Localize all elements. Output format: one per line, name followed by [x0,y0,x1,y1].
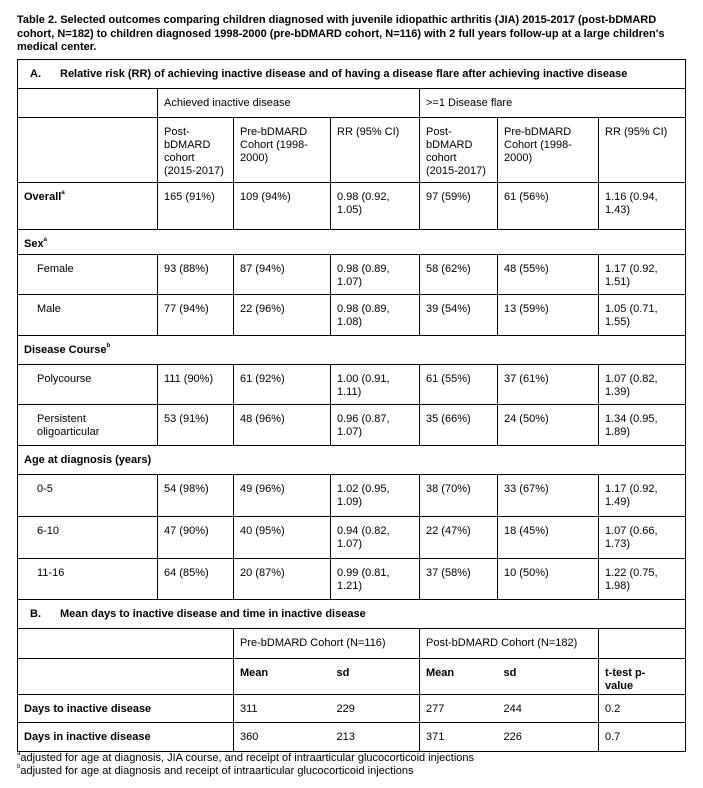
cohort-header-post: Post-bDMARD Cohort (N=182) [420,629,599,659]
cell: 0.96 (0.87, 1.07) [331,405,420,446]
cell: 226 [498,723,599,752]
cell: 0.98 (0.89, 1.07) [331,255,420,295]
cell: 61 (92%) [234,365,331,405]
cell: 24 (50%) [498,405,599,446]
cell: 0.2 [599,695,686,723]
table-row [18,517,686,559]
table-row [18,695,686,723]
cell: 0.99 (0.81, 1.21) [331,559,420,600]
sub-header: t-test p-value [599,659,686,695]
cell: 277 [420,695,498,723]
empty-cell [18,659,234,695]
cohort-header-row [18,629,686,659]
sub-header: sd [331,659,420,695]
table-row [18,295,686,336]
column-header-row [18,118,686,183]
cell: 1.05 (0.71, 1.55) [599,295,686,336]
cell: 360 [234,723,331,752]
sub-header: Mean [420,659,498,695]
cell: 49 (96%) [234,475,331,517]
cell: 0.94 (0.82, 1.07) [331,517,420,559]
section-letter: A. [30,68,41,80]
cell: 47 (90%) [158,517,234,559]
table-row [18,255,686,295]
cell: 97 (59%) [420,183,498,230]
footnote-marker: a [43,237,47,244]
cell: 111 (90%) [158,365,234,405]
group-label: Disease Course$^b$ [18,336,686,365]
cell: 0.98 (0.89, 1.08) [331,295,420,336]
cell: 0.7 [599,723,686,752]
col-header: RR (95% CI) [331,118,420,183]
section-b-title-row [18,600,686,629]
footnote-marker: a [61,190,65,197]
row-label: 11-16 [18,559,158,600]
group-header-inactive: Achieved inactive disease [158,89,420,118]
cell: 61 (55%) [420,365,498,405]
table-row [18,475,686,517]
cell: 311 [234,695,331,723]
empty-cell [599,629,686,659]
cell: 40 (95%) [234,517,331,559]
cell: 213 [331,723,420,752]
cell: 1.17 (0.92, 1.49) [599,475,686,517]
table-row [18,365,686,405]
empty-cell [18,118,158,183]
cell: 244 [498,695,599,723]
cell: 37 (61%) [498,365,599,405]
relative-risk-table [17,59,686,600]
cell: 87 (94%) [234,255,331,295]
cell: 61 (56%) [498,183,599,230]
section-letter: B. [30,608,41,620]
row-label: 0-5 [18,475,158,517]
footnote-a: $^a$adjusted for age at diagnosis, JIA course, and receipt of intraarticular glucocorticoid injections [17,751,475,764]
row-label: Persistent oligoarticular [18,405,158,446]
group-row-disease-course [18,336,686,365]
cell: 53 (91%) [158,405,234,446]
cell: 109 (94%) [234,183,331,230]
table-row [18,405,686,446]
empty-cell [18,89,158,118]
group-label: Age at diagnosis (years) [18,446,686,475]
cell: 64 (85%) [158,559,234,600]
cell: 13 (59%) [498,295,599,336]
cell: 48 (55%) [498,255,599,295]
row-label: Female [18,255,158,295]
group-label: Sex$^a$ [18,230,686,255]
table-caption: Table 2. Selected outcomes comparing children diagnosed with juvenile idiopathic arthritis (JIA) 2015-2017 (post-bDMARD cohort, N=182) to children diagnosed 1998-2000 (pre-bDMARD cohort, N=116) with 2 full years follow-up at a large children's medical center. [17,14,665,53]
cell: 1.17 (0.92, 1.51) [599,255,686,295]
col-header: RR (95% CI) [599,118,686,183]
col-header: Pre-bDMARD Cohort (1998-2000) [498,118,599,183]
col-header: Post-bDMARD cohort (2015-2017) [158,118,234,183]
cohort-header-pre: Pre-bDMARD Cohort (N=116) [234,629,420,659]
cell: 0.98 (0.92, 1.05) [331,183,420,230]
sub-header-row [18,659,686,695]
cell: 229 [331,695,420,723]
row-label: 6-10 [18,517,158,559]
cell: 18 (45%) [498,517,599,559]
cell: 1.02 (0.95, 1.09) [331,475,420,517]
cell: 39 (54%) [420,295,498,336]
cell: 35 (66%) [420,405,498,446]
row-label: Overall$^a$ [18,183,158,230]
group-header-row [18,89,686,118]
group-header-flare: >=1 Disease flare [420,89,686,118]
cell: 93 (88%) [158,255,234,295]
cell: 48 (96%) [234,405,331,446]
cell: 77 (94%) [158,295,234,336]
cell: 22 (96%) [234,295,331,336]
section-title-text: Mean days to inactive disease and time in inactive disease [60,608,366,620]
table-row-overall [18,183,686,230]
cell: 165 (91%) [158,183,234,230]
cell: 37 (58%) [420,559,498,600]
col-header: Pre-bDMARD Cohort (1998-2000) [234,118,331,183]
cell: 1.07 (0.66, 1.73) [599,517,686,559]
cell: 371 [420,723,498,752]
row-label: Polycourse [18,365,158,405]
section-b-title [18,600,686,629]
section-a-title [18,60,686,89]
cell: 20 (87%) [234,559,331,600]
cell: 58 (62%) [420,255,498,295]
cell: 22 (47%) [420,517,498,559]
table-row [18,723,686,752]
cell: 33 (67%) [498,475,599,517]
sub-header: sd [498,659,599,695]
row-label: Male [18,295,158,336]
group-row-sex [18,230,686,255]
cell: 1.34 (0.95, 1.89) [599,405,686,446]
cell: 1.00 (0.91, 1.11) [331,365,420,405]
footnote-marker: b [106,343,111,350]
section-title-text: Relative risk (RR) of achieving inactive disease and of having a disease flare after achieving inactive disease [60,68,628,80]
section-a-title-row [18,60,686,89]
group-row-age [18,446,686,475]
table-row [18,559,686,600]
footnote-b: $^b$adjusted for age at diagnosis and receipt of intraarticular glucocorticoid injections [17,764,414,777]
row-label: Days to inactive disease [18,695,234,723]
col-header: Post-bDMARD cohort (2015-2017) [420,118,498,183]
cell: 10 (50%) [498,559,599,600]
row-label: Days in inactive disease [18,723,234,752]
mean-days-table [17,599,686,752]
empty-cell [18,629,234,659]
cell: 1.07 (0.82, 1.39) [599,365,686,405]
cell: 38 (70%) [420,475,498,517]
cell: 54 (98%) [158,475,234,517]
cell: 1.16 (0.94, 1.43) [599,183,686,230]
cell: 1.22 (0.75, 1.98) [599,559,686,600]
sub-header: Mean [234,659,331,695]
